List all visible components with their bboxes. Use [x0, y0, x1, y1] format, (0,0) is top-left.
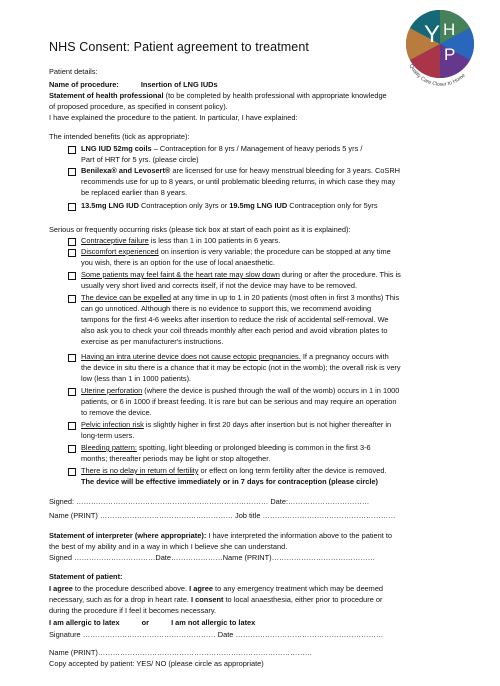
risks-heading: Serious or frequently occurring risks (please tick box at start of each point as it is explained): [49, 225, 351, 234]
benefits-heading: The intended benefits (tick as appropriate): [49, 132, 190, 141]
hp-name-line[interactable]: Name (PRINT) ……………………………………………… Job title ……………………………………………… [49, 511, 396, 520]
patient-line1: I agree to the procedure described above. I agree to any emergency treatment which may be deemed [49, 584, 384, 593]
risk-2-line2: you wish, there is an option for the use of local anaesthetic. [81, 258, 275, 267]
risk-4-line3: tampons for the first 4-6 weeks after insertion to reduce the risk of accidental self-removal. We [81, 315, 389, 324]
patient-name-line[interactable]: Name (PRINT)…………………………………………………………………………… [49, 648, 313, 657]
benefit-benilexa-line2: recommends use for up to 8 years, or until problematic bleeding returns, in which case they may [81, 177, 396, 186]
benefit-checkbox-52mg[interactable] [68, 146, 76, 154]
yhp-logo [390, 2, 490, 102]
risk-checkbox-1[interactable] [68, 238, 76, 246]
risk-5-line2: the device in situ there is a chance that it may be ectopic (not in the womb); the overall risk is very [81, 363, 401, 372]
risk-checkbox-3[interactable] [68, 272, 76, 280]
risk-5: Having an intra uterine device does not cause ectopic pregnancies. If a pregnancy occurs with [81, 352, 389, 361]
latex-allergy-line[interactable]: I am allergic to latex or I am not allergic to latex [49, 618, 256, 627]
patient-signature-line[interactable]: Signature ……………………………………………… Date …………………………………………………… [49, 630, 384, 639]
interpreter-sign-line[interactable]: Signed ……………………………Date…………………Name (PRINT)…………………………………… [49, 553, 376, 562]
risk-4-line4: also ask you to check your coil threads monthly after each period and avoid vibration plates to [81, 326, 388, 335]
risk-8: Bleeding pattern: spotting, light bleeding or prolonged bleeding is common in the first 3-6 [81, 443, 371, 452]
benefit-checkbox-benilexa[interactable] [68, 168, 76, 176]
risk-4-line5: exercise as per manufacturer's instructions. [81, 337, 224, 346]
risk-3-line2: usually very short lived and corrects itself, if not the device may have to be removed. [81, 281, 358, 290]
risk-checkbox-2[interactable] [68, 249, 76, 257]
risk-5-line3: low (less than 1 in 1000 patients). [81, 374, 192, 383]
health-prof-line3: I have explained the procedure to the patient. In particular, I have explained: [49, 113, 298, 122]
risk-3: Some patients may feel faint & the heart rate may slow down during or after the procedure. This is [81, 270, 401, 279]
svg-text:H: H [443, 20, 456, 39]
risk-9-line2: The device will be effective immediately or in 7 days for contraception (please circle) [81, 477, 378, 486]
health-prof-line2: of proposed procedure, as specified in consent policy). [49, 102, 228, 111]
procedure-line: Name of procedure: Insertion of LNG IUDs [49, 80, 218, 89]
risk-4: The device can be expelled at any time in up to 1 in 20 patients (most often in first 3 months) This [81, 293, 400, 302]
risk-9: There is no delay in return of fertility or effect on long term fertility after the device is removed. [81, 466, 387, 475]
risk-8-line2: months; thereafter periods may be light or stop altogether. [81, 454, 271, 463]
risk-checkbox-7[interactable] [68, 422, 76, 430]
copy-accepted-line[interactable]: Copy accepted by patient: YES/ NO (please circle as appropriate) [49, 659, 264, 668]
interpreter-line2: the best of my ability and in a way in which I believe she can understand. [49, 542, 288, 551]
risk-6-line3: to remove the device. [81, 408, 152, 417]
risk-checkbox-4[interactable] [68, 295, 76, 303]
benefit-benilexa: Benilexa® and Levosert® are licensed for use for heavy menstrual bleeding for 3 years. CoSRH [81, 166, 400, 175]
risk-checkbox-5[interactable] [68, 354, 76, 362]
risk-checkbox-9[interactable] [68, 468, 76, 476]
risk-6-line2: patients, or 6 in 1000 if breast feeding. It is rare but can be serious and may require an operation [81, 397, 397, 406]
svg-text:P: P [444, 45, 456, 64]
benefit-benilexa-line3: be replaced earlier than 8 years. [81, 188, 187, 197]
logo-tagline: Quality Care Closer to Home [407, 63, 467, 88]
patient-heading: Statement of patient: [49, 572, 123, 581]
benefit-checkbox-13mg[interactable] [68, 203, 76, 211]
svg-text:Y: Y [424, 21, 441, 48]
risk-7-line2: long-term users. [81, 431, 135, 440]
interpreter-line1: Statement of interpreter (where appropriate): I have interpreted the information above to the patient to [49, 531, 393, 540]
benefit-52mg: LNG IUD 52mg coils – Contraception for 8 yrs / Management of heavy periods 5 yrs / [81, 144, 363, 153]
hp-signed-line[interactable]: Signed: …………………………………………………………………… Date:…………………………… [49, 497, 370, 506]
risk-6: Uterine perforation (where the device is pushed through the wall of the womb) occurs in 1 in 1000 [81, 386, 400, 395]
risk-7: Pelvic infection risk is slightly higher in first 20 days after insertion but is not higher thereafter in [81, 420, 392, 429]
benefit-13mg: 13.5mg LNG IUD Contraception only 3yrs or 19.5mg LNG IUD Contraception only for 5yrs [81, 201, 378, 210]
risk-checkbox-6[interactable] [68, 388, 76, 396]
page-title: NHS Consent: Patient agreement to treatment [49, 40, 309, 54]
patient-line2: necessary, such as for a drop in heart rate. I consent to local anaesthesia, either prior to procedure or [49, 595, 383, 604]
patient-details-label: Patient details: [49, 67, 98, 76]
benefit-52mg-line2: Part of HRT for 5 yrs. (please circle) [81, 155, 199, 164]
risk-4-line2: can go unnoticed. Although there is no evidence to support this, we recommend avoiding [81, 304, 372, 313]
risk-1: Contraceptive failure is less than 1 in 100 patients in 6 years. [81, 236, 281, 245]
patient-line3: during the procedure if I feel it becomes necessary. [49, 606, 217, 615]
risk-2: Discomfort experienced on insertion is very variable; the procedure can be stopped at any time [81, 247, 391, 256]
risk-checkbox-8[interactable] [68, 445, 76, 453]
health-prof-line1: Statement of health professional (to be completed by health professional with appropriate knowledge [49, 91, 387, 100]
